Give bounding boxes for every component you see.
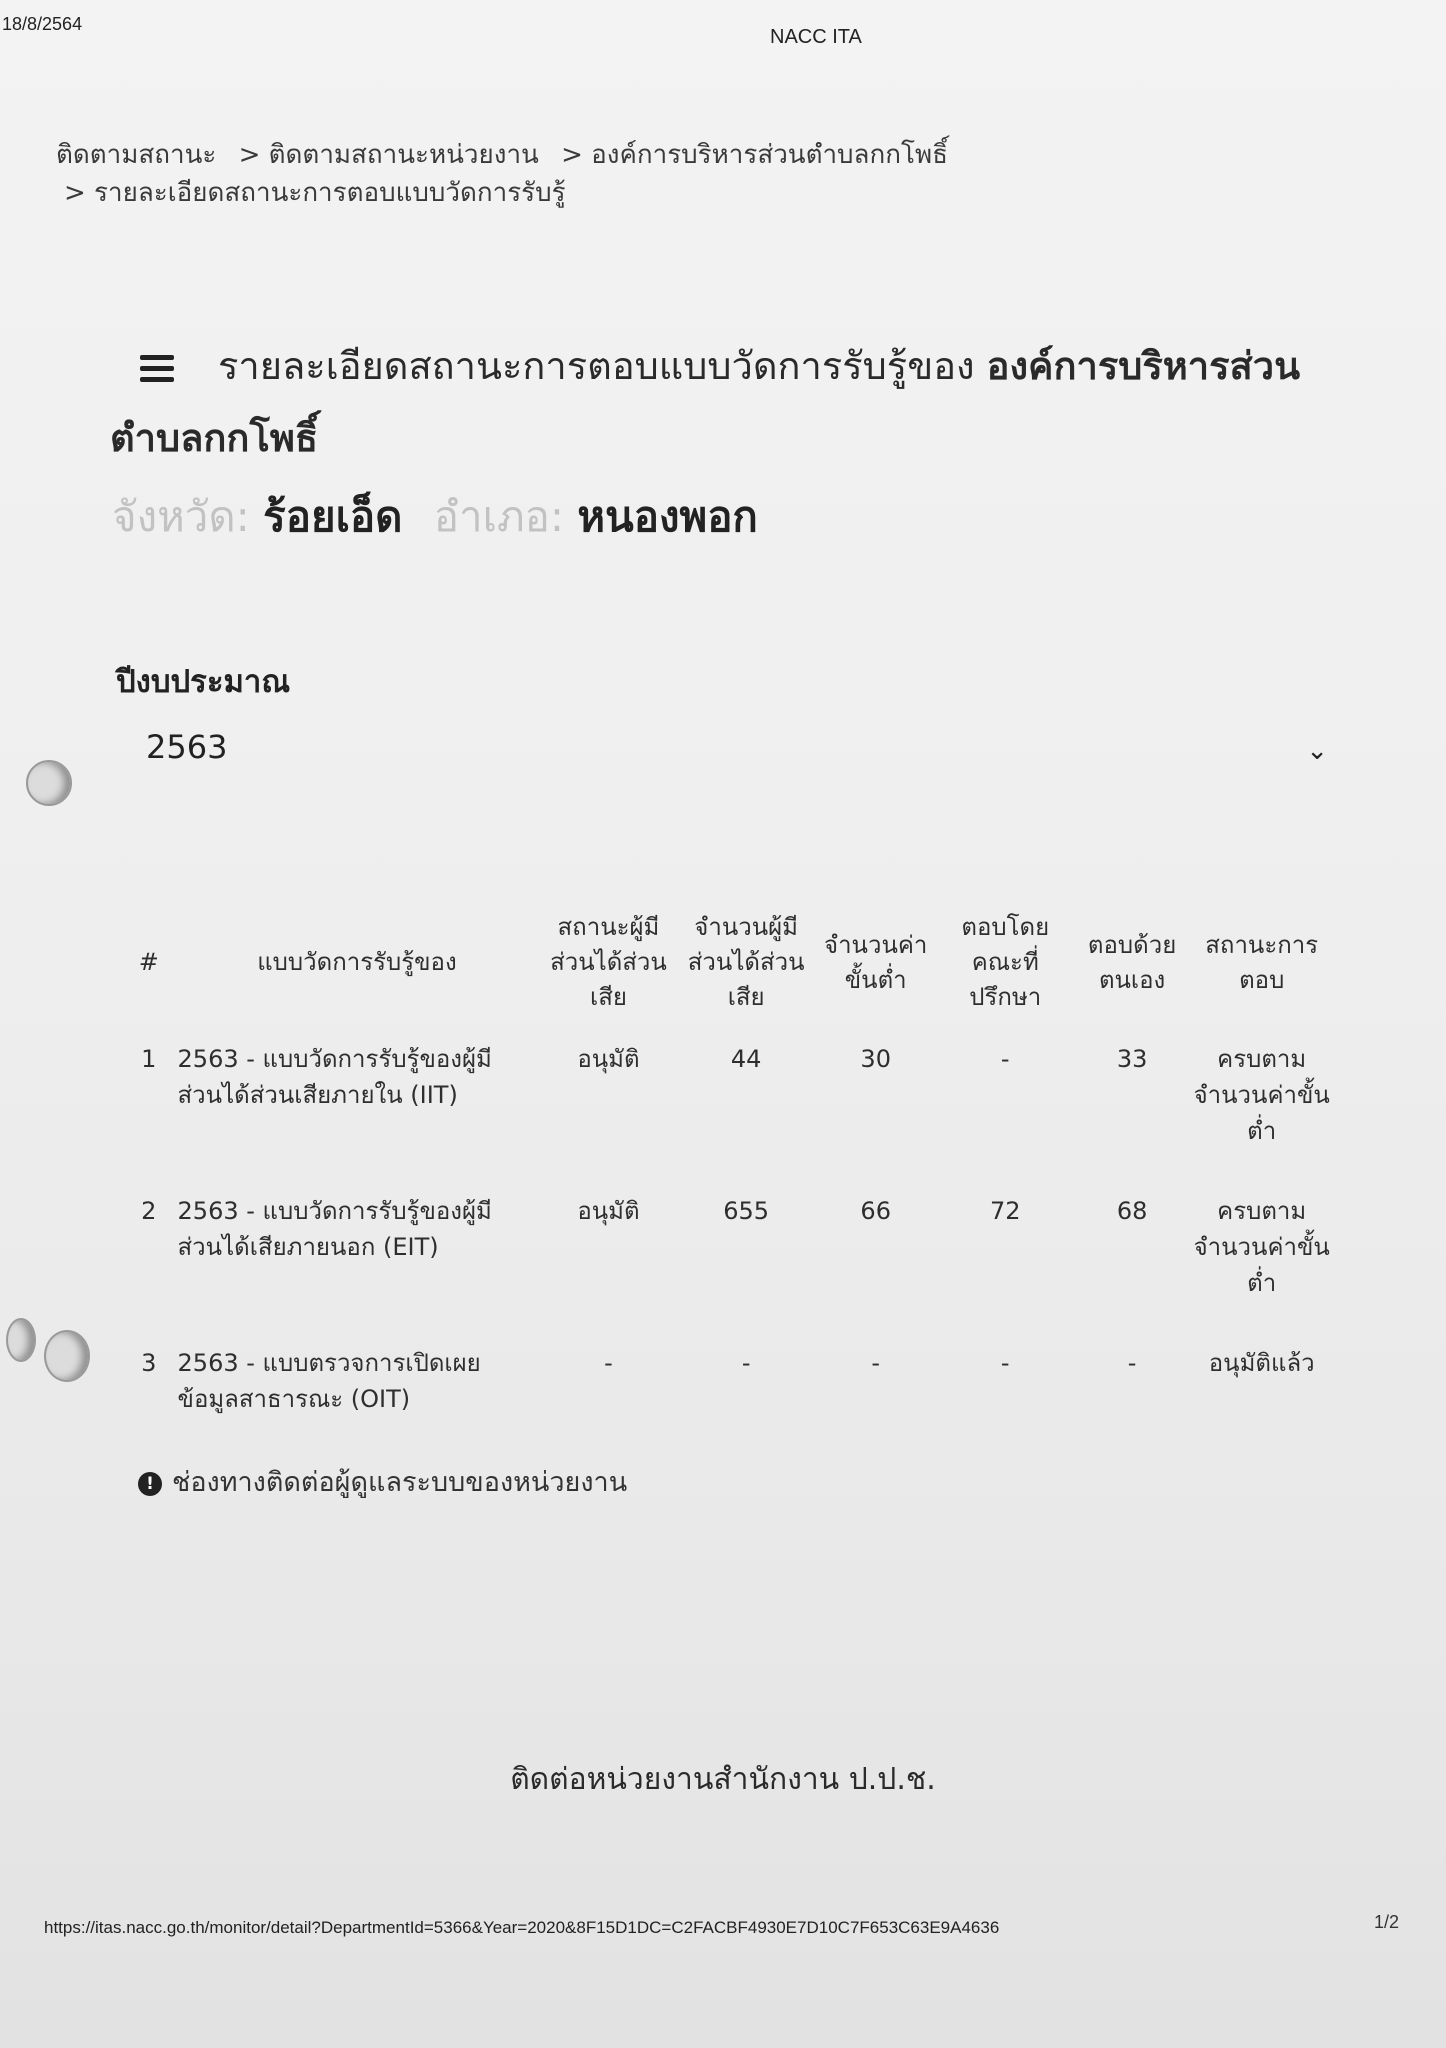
page-title [110, 330, 1360, 474]
district-value: หนองพอก [577, 492, 758, 541]
cell-stakeholder-count: 655 [723, 1197, 770, 1225]
print-title: NACC ITA [770, 26, 862, 48]
col-header-minimum: จำนวนค่าขั้นต่ำ [824, 930, 928, 994]
district-label: อำเภอ: [433, 492, 565, 541]
province-label: จังหวัด: [112, 492, 250, 541]
col-header-by-committee: ตอบโดยคณะที่ปรึกษา [961, 913, 1050, 1011]
breadcrumb-item-status[interactable]: ติดตามสถานะ [56, 140, 217, 170]
exclamation-icon: ! [138, 1472, 162, 1496]
table-row [126, 1341, 1336, 1457]
print-date: 18/8/2564 [2, 14, 83, 34]
cell-answer-status: อนุมัติแล้ว [1208, 1349, 1315, 1377]
menu-icon[interactable] [140, 349, 174, 388]
cell-stakeholder-status: อนุมัติ [577, 1197, 640, 1225]
col-header-stakeholder-status: สถานะผู้มีส่วนได้ส่วนเสีย [550, 913, 667, 1011]
cell-index: 3 [141, 1349, 157, 1377]
title-org-part1: องค์การบริหารส่วน [986, 344, 1301, 388]
footer-contact[interactable]: ติดต่อหน่วยงานสำนักงาน ป.ป.ช. [510, 1762, 936, 1797]
fiscal-year-label: ปีงบประมาณ [116, 664, 291, 700]
chevron-down-icon[interactable]: ⌄ [1306, 736, 1328, 766]
cell-answer-status: ครบตามจำนวนค่าขั้นต่ำ [1193, 1045, 1330, 1145]
fiscal-year-select[interactable] [146, 728, 1336, 784]
breadcrumb-item-current: > รายละเอียดสถานะการตอบแบบวัดการรับรู้ [64, 178, 566, 208]
col-header-stakeholder-count: จำนวนผู้มีส่วนได้ส่วนเสีย [687, 913, 805, 1011]
table-row [126, 1189, 1336, 1341]
cell-minimum: - [871, 1349, 881, 1377]
punch-hole-decoration [6, 1318, 36, 1362]
cell-by-committee: - [1000, 1349, 1010, 1377]
punch-hole-decoration [26, 760, 72, 806]
contact-admin-link[interactable] [138, 1460, 627, 1503]
province-value: ร้อยเอ็ด [263, 492, 403, 541]
cell-stakeholder-status: - [604, 1349, 613, 1377]
title-prefix: รายละเอียดสถานะการตอบแบบวัดการรับรู้ของ [218, 344, 975, 388]
location-line [112, 484, 776, 550]
cell-self-answered: 68 [1116, 1197, 1148, 1225]
table-row [126, 1037, 1336, 1189]
breadcrumb-item-agency-status[interactable]: > ติดตามสถานะหน่วยงาน [238, 140, 539, 170]
cell-stakeholder-status: อนุมัติ [577, 1045, 640, 1073]
survey-status-table [126, 910, 1336, 1457]
cell-minimum: 66 [860, 1197, 891, 1225]
cell-minimum: 30 [860, 1045, 891, 1073]
fiscal-year-value: 2563 [146, 728, 228, 766]
cell-stakeholder-count: 44 [730, 1045, 762, 1073]
cell-survey-name: 2563 - แบบตรวจการเปิดเผยข้อมูลสาธารณะ (OIT) [177, 1349, 481, 1413]
contact-admin-text: ช่องทางติดต่อผู้ดูแลระบบของหน่วยงาน [172, 1467, 628, 1498]
breadcrumb-item-organization[interactable]: > องค์การบริหารส่วนตำบลกกโพธิ์ [561, 140, 948, 170]
cell-self-answered: - [1127, 1349, 1137, 1377]
cell-by-committee: - [1000, 1045, 1010, 1073]
punch-hole-decoration [44, 1330, 90, 1382]
col-header-survey: แบบวัดการรับรู้ของ [257, 948, 457, 976]
col-header-self-answered: ตอบด้วยตนเอง [1087, 930, 1177, 994]
cell-survey-name: 2563 - แบบวัดการรับรู้ของผู้มีส่วนได้ส่วนเสียภายใน (IIT) [177, 1045, 492, 1109]
title-org-part2: ตำบลกกโพธิ์ [110, 416, 319, 460]
page-number: 1/2 [1374, 1912, 1400, 1932]
cell-by-committee: 72 [989, 1197, 1021, 1225]
table-header-row [126, 910, 1336, 1037]
print-url: https://itas.nacc.go.th/monitor/detail?DepartmentId=5366&Year=2020&8F15D1DC=C2FACBF4930E7D10C7F653C63E9A4636 [44, 1918, 1000, 1937]
col-header-answer-status: สถานะการตอบ [1205, 930, 1319, 994]
cell-index: 2 [141, 1197, 157, 1225]
breadcrumb [56, 136, 962, 212]
cell-index: 1 [141, 1045, 157, 1073]
col-header-index: # [138, 948, 159, 976]
cell-answer-status: ครบตามจำนวนค่าขั้นต่ำ [1193, 1197, 1330, 1297]
cell-survey-name: 2563 - แบบวัดการรับรู้ของผู้มีส่วนได้เสียภายนอก (EIT) [177, 1197, 492, 1261]
cell-stakeholder-count: - [741, 1349, 751, 1377]
cell-self-answered: 33 [1116, 1045, 1148, 1073]
